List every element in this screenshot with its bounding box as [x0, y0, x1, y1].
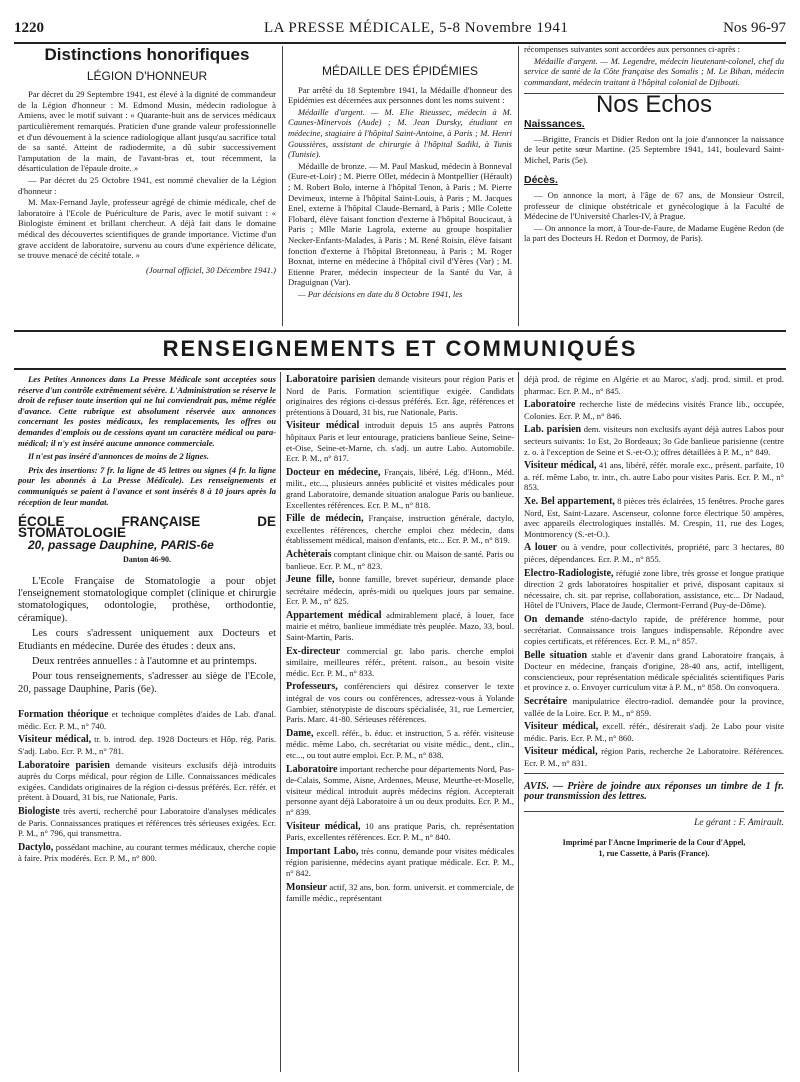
- ad-text: manipulatrice électro-radiol. demandée pour la province, vallée de la Loire. Ecr. P. M., n° 859.: [524, 696, 784, 718]
- echos-section: [524, 44, 784, 328]
- classified-ad: [524, 696, 784, 718]
- ad-text: recherche liste de médecins visités France lib., occupée, Colonies. Ecr. P. M., n° 846.: [524, 399, 784, 421]
- ad-text: très averti, recherché pour Laboratoire d'analyses médicales de Paris. Connaissances pratiques et références très sérieuses exigées. Ecr. P. M., n° 796, qui transmettra.: [18, 805, 276, 839]
- ad-text: 10 ans pratique Paris, ch. représentation Paris, excellentes références. Ecr. P. M., n° 840.: [286, 820, 514, 843]
- renseignements-title: RENSEIGNEMENTS ET COMMUNIQUÉS: [162, 336, 638, 361]
- ad-heading: Visiteur médical,: [524, 721, 599, 733]
- classified-ad: [286, 467, 514, 510]
- classified-ad: [524, 614, 784, 647]
- naissances-heading: Naissances.: [524, 117, 585, 130]
- ad-heading: Achèterais: [286, 548, 332, 560]
- ad-heading: Laboratoire: [524, 399, 576, 411]
- classified-ad: [286, 646, 514, 679]
- ecole-paragraph: L'Ecole Française de Stomatologie a pour objet l'enseignement stomatologique complet (clinique et chirurgie stomatologiques, odontologie, prothèse, orthodontie, céramique).: [18, 575, 276, 624]
- classified-ad: [524, 568, 784, 611]
- ad-text: et technique complètes d'aides de Lab. d'anal. médic. Ecr. P. M., n° 740.: [18, 709, 276, 731]
- ecole-phone: Danton 46-90.: [122, 554, 171, 564]
- classified-ad: [524, 460, 784, 493]
- classified-ad: [524, 746, 784, 768]
- ad-heading: Secrétaire: [524, 696, 568, 708]
- ad-heading: A louer: [524, 542, 558, 554]
- ad-text: excell. référ., b. éduc. et instruction, 5 a. référ. visiteuse médic. même Labo, ch. secrétariat ou visite médic., dent., clin., etc..., ou tout autre emploi. Ecr. P. M., n° 838.: [286, 727, 514, 760]
- ad-heading: Visiteur médical,: [524, 460, 597, 472]
- classified-ad: [524, 424, 784, 457]
- footer-rule: [524, 811, 784, 812]
- renseignements-col2: [286, 374, 514, 1074]
- ad-heading: Xe. Bel appartement,: [524, 495, 615, 507]
- ad-heading: Monsieur: [286, 881, 328, 893]
- epidemies-paragraph: Médaille de bronze. — M. Paul Maskud, médecin à Bonneval (Eure-et-Loir) ; M. Pierre Ollet, médecin à Montpellier (Hérault) ; M. Robert Bolo, interne à l'hôpital Tenon, à Paris ; M. Pierre Devimeux, interne à l'hôpital Saint-Louis, à Paris ; M. Jacques Enel, externe à l'hôpital Claude-Bernard, à Paris ; Mlle Colette Flobard, élève faisant fonction d'externe à l'hôpital Boucicaut, à Paris ; Mlle Marie Lagrola, externe au groupe hospitalier Necker-Enfants-Malades, à Paris ; M. René Roisin, élève faisant fonction d'externe à l'hôpital Bretonneau, à Paris ; M. Roger Boxnat, interne en médecine à l'hôpital civil d'Yères (Var) ; M. Etienne Prarer, médecin inspecteur de la Santé du Var, à Draguignan (Var).: [288, 160, 512, 288]
- distinctions-section: [18, 44, 276, 326]
- classified-ad: [524, 374, 784, 396]
- printer-line: Imprimé par l'Ancne Imprimerie de la Cour d'Appel,: [562, 838, 746, 848]
- ad-heading: Laboratoire parisien: [18, 759, 110, 771]
- deces-heading: Décès.: [524, 174, 558, 187]
- ad-heading: Visiteur médical,: [286, 820, 361, 832]
- ad-text: important recherche pour départements Nord, Pas-de-Calais, Somme, Aisne, Ardennes, Meuse, Meurthe-et-Moselle, visiteur médical introduit auprès médecins région. Accepterait personne ayant déjà Laboratoire à un ou deux produits. Ecr. P. M., n° 839.: [286, 763, 514, 817]
- classified-ad: [286, 574, 514, 607]
- ecole-paragraph: Pour tous renseignements, s'adresser au siège de l'Ecole, 20, passage Dauphine, Paris (6e).: [18, 671, 276, 695]
- deces-text: — On annonce la mort, à l'âge de 67 ans, de Monsieur Ostrcil, professeur de clinique obstétricale et gynécologique à la Faculté de Médecine de l'Université Charles-IV, à Prague.: [524, 189, 784, 222]
- ad-heading: Belle situation: [524, 649, 588, 661]
- ad-heading: Formation théorique: [18, 709, 109, 721]
- ecole-title: ÉCOLE FRANÇAISE DE STOMATOLOGIE: [18, 514, 276, 540]
- ad-text: Français, libéré, Lég. d'Honn., Méd. milit., etc..., plusieurs années publicité et visites médicales pour grand Laboratoire, demande situation analogue Paris ou banlieue. Excellentes références. Ecr. P. M., n° 818.: [286, 466, 514, 510]
- column-divider: [518, 46, 519, 326]
- ad-heading: Fille de médecin,: [286, 513, 364, 525]
- classified-ad: [286, 681, 514, 724]
- ad-text: sténo-dactylo rapide, de préférence homme, pour secrétariat. Connaissance trois langues indispensable. Répondre avec copies certificats, et références. Ecr. P. M., n° 857.: [524, 613, 784, 647]
- classified-ad: [524, 399, 784, 421]
- ad-heading: Biologiste: [18, 805, 60, 817]
- epidemies-paragraph: — Par décisions en date du 8 Octobre 1941, les: [298, 288, 463, 299]
- ad-text: conférenciers qui désirez conserver le texte intégral de vos cours ou conférences, adressez-vous à Yolande Gambier, sténotypiste de discours spécialisée, 31, rue Lemercier, Paris. Marc. 41-80. Sérieuses références.: [286, 681, 514, 725]
- intro-paragraph: Prix des insertions: 7 fr. la ligne de 45 lettres ou signes (4 fr. la ligne pour les abonnés à La Presse Médicale). Les renseignements et communiqués se paient à l'avance et sont insérés 8 à 10 jours après la réception de leur mandat.: [18, 464, 276, 507]
- classified-ad: [286, 549, 514, 571]
- ad-text: comptant clinique chir. ou Maison de santé. Paris ou banlieue. Ecr. P. M., n° 823.: [286, 548, 514, 571]
- ecole-body: [18, 576, 276, 697]
- classified-ad: [18, 734, 276, 756]
- ad-text: région Paris, recherche 2e Laboratoire. Références. Ecr. P. M., n° 831.: [524, 746, 784, 768]
- ad-text: bonne famille, brevet supérieur, demande place secrétaire médecin, après-midi ou quelques jours par semaine. Ecr. P. M., n° 825.: [286, 574, 514, 607]
- classified-ad: [18, 709, 276, 731]
- column-divider: [280, 372, 281, 1072]
- classified-ad: [18, 760, 276, 803]
- column-divider: [518, 372, 519, 1072]
- classified-ad: [286, 846, 514, 879]
- ad-heading: Electro-Radiologiste,: [524, 567, 614, 579]
- classified-ad: [286, 610, 514, 643]
- distinctions-source: (Journal officiel, 30 Décembre 1941.): [146, 264, 276, 275]
- intro-paragraph: Il n'est pas inséré d'annonces de moins de 2 lignes.: [28, 451, 209, 462]
- ad-text: Française, instruction générale, dactylo, excellentes références, cherche emploi chez médecin, dans établissement médical, maison d'enfants, etc... Ecr. P. M., n° 819.: [286, 513, 514, 546]
- ad-heading: Jeune fille,: [286, 574, 335, 586]
- echos-intro: Médaille d'argent. — M. Legendre, médecin lieutenant-colonel, chef du service de santé de la Côte française des Somalis ; M. Le Bihan, médecin commandant, médecin traitant à l'hôpital colonial de Djibouti.: [524, 55, 784, 87]
- intro-paragraph: Les Petites Annonces dans La Presse Médicale sont acceptées sous réserve d'un contrôle extrêmement sévère. L'Administration se réserve le droit de refuser toute insertion qui ne lui conviendrait pas, même réglée d'avance. Cette rubrique est absolument réservée aux annonces concernant les postes médicaux, les remplacements, les offres ou demandes d'emplois ou de cessions ayant un caractère médical ou para-médical; il n'y est inséré aucune annonce commerciale.: [18, 374, 276, 448]
- epidemies-paragraph: Médaille d'argent. — M. Elie Rieussec, médecin à M. Caunes-Minervois (Aude) ; M. Jean Dursky, étudiant en médecine, stagiaire à l'hôpital Saint-Antoine, à Paris ; M. Henri Goussières, assistant de chirurgie à l'hôpital Sadiki, à Tunis (Tunisie).: [288, 106, 512, 160]
- ad-text: tr. b. introd. dep. 1928 Docteurs et Hôp. rég. Paris. S'adj. Labo. Ecr. P. M., n° 781.: [18, 734, 276, 756]
- distinctions-paragraph: — Par décret du 25 Octobre 1941, est nommé chevalier de la Légion d'honneur :: [18, 174, 276, 196]
- classified-ad: [524, 542, 784, 564]
- column-divider: [282, 46, 283, 326]
- classified-ad: [286, 764, 514, 818]
- journal-title: LA PRESSE MÉDICALE, 5-8 Novembre 1941: [264, 20, 569, 36]
- ad-heading: Professeurs,: [286, 681, 338, 693]
- ad-heading: Important Labo,: [286, 845, 359, 857]
- ad-text: possédant machine, au courant termes médicaux, cherche copie à faire. Prix modérés. Ecr. P. M., n° 800.: [18, 841, 276, 864]
- gerant-signature: Le gérant : F. Amirault.: [694, 817, 784, 828]
- ad-text: commercial gr. labo paris. cherche emploi similaire, meilleures référ., prétent. raison., au besoin visite médic. Ecr. P. M., n° 833.: [286, 645, 514, 678]
- ecole-address: 20, passage Dauphine, PARIS-6e: [28, 538, 214, 553]
- echos-intro: récompenses suivantes sont accordées aux personnes ci-après :: [524, 44, 740, 54]
- deces-text: — On annonce la mort, à Tour-de-Faure, de Madame Eugène Redon (de la part des Docteurs H. Redon et Dormoy, de Paris).: [524, 222, 784, 244]
- ad-text: ou à vendre, pour collectivités, propriété, parc 3 hectares, 80 pièces, dépendances. Ecr. P. M., n° 855.: [524, 542, 784, 564]
- classified-ad: [524, 496, 784, 539]
- classified-ad: [286, 374, 514, 417]
- classified-ad: [286, 728, 514, 761]
- ad-text: introduit depuis 15 ans auprès Patrons hôpitaux Paris et leur entourage, praticiens banlieue Seine, Seine-et-Oise, Seine-et-Marne, ch. s'adj. un autre Labo. Automobile. Ecr. P. M., n° 817.: [286, 420, 514, 464]
- page-number: 1220: [14, 20, 44, 36]
- ad-heading: Appartement médical: [286, 609, 382, 621]
- footer-rule: [524, 773, 784, 774]
- ad-text: demande visiteurs pour région Paris et Nord de Paris. Formation scientifique exigée. Candidats originaires des régions ci-dessus préférés. Ecr. âge, références et prétentions à Douard, 31 bis, rue Nationale, Paris.: [286, 374, 514, 417]
- ad-text: réfugié zone libre, très grosse et longue pratique direction 2 grds laboratoires hospitalier et privé, disposant capitaux si nécessaire, ch. sit. par reprise, collaboration, assistance, etc... Dr Nadaud, Hôtel de l'Univers, Place de Jaude, Clermont-Ferrand (Puy-de-Dôme).: [524, 567, 784, 611]
- classified-ad: [524, 721, 784, 743]
- ad-text: dem. visiteurs non exclusifs ayant déjà autres Labos pour secteurs suivants: 1o Est, 2o Bordeaux; 3o Gde banlieue parisienne (centre z. o. à l'exception de Seine et S.-et-O.); offres détaillées à P. M., n° 849.: [524, 424, 784, 457]
- classified-ad: [18, 806, 276, 839]
- ecole-paragraph: Les cours s'adressent uniquement aux Docteurs et Etudiants en médecine. Durée des études : deux ans.: [18, 628, 276, 652]
- ad-text: demande visiteurs exclusifs déjà introduits auprès du Corps médical, pour région de Lille. Connaissances médicales exigées. Candidats originaires de la région ci-dessus préférés. Ecr. référ. et prétent. à Douard, 31 bis, rue Nationale, Paris.: [18, 759, 276, 803]
- naissances-text: —Brigitte, Francis et Didier Redon ont la joie d'annoncer la naissance de leur petite sœur Martine. (25 Septembre 1941, 141, boulevard Saint-Michel, Paris (5e).: [524, 133, 784, 165]
- ad-text: actif, 32 ans, bon. form. universit. et commerciale, de famille médic., représentant: [286, 881, 514, 904]
- epidemies-section: [288, 48, 512, 328]
- classified-ad: [286, 420, 514, 463]
- echos-rule: [524, 93, 784, 94]
- echos-title: Nos Echos: [595, 91, 713, 119]
- distinctions-paragraph: M. Max-Fernand Jayle, professeur agrégé de chimie médicale, chef de laboratoire à l'Ecole de Puériculture de Paris, avec le motif suivant : « Biologiste éminent et brillant chercheur. A déjà fait dans le domaine médical des découvertes scientifiques de grande importance. Victime d'un grave accident de laboratoire, survenu au cours d'une expérience délicate, se trouve menacé de cécité totale. »: [18, 197, 276, 261]
- legion-honneur-subtitle: LÉGION D'HONNEUR: [86, 68, 208, 83]
- section-rule: [14, 330, 786, 332]
- ecole-paragraph: Deux rentrées annuelles : à l'automne et au printemps.: [32, 655, 257, 667]
- ad-heading: Visiteur médical: [286, 420, 360, 432]
- epidemies-title: MÉDAILLE DES ÉPIDÉMIES: [321, 64, 479, 78]
- ad-text: 41 ans, libéré, référ. morale exc., présent. parfaite, 10 a. réf. même Labo, tr. intr., ch. autre Labo pour visites Paris. Ecr. P. M., n° 853.: [524, 460, 784, 493]
- ad-heading: On demande: [524, 613, 584, 625]
- distinctions-paragraph: Par décret du 29 Septembre 1941, est élevé à la dignité de commandeur de la Légion d'honneur : M. Edmond Musin, médecin radiologue à Amiens, avec le motif suivant : « Quarante-huit ans de services médicaux particulièrement remarqués. Praticien d'une grande valeur professionnelle et d'un dévouement à la science radiologique allant jusqu'au sacrifice total de sa santé. Atteint de radiodermite, a dû subir successivement l'amputation de la main, de l'avant-bras et, tout récemment, la désarticulation de l'épaule droite. »: [18, 89, 276, 174]
- issue-number: Nos 96-97: [723, 20, 786, 36]
- ad-text: admirablement placé, à louer, face mairie et métro, banlieue immédiate très peuplée. Mazo, 33, boul. Saint-Martin, Paris.: [286, 609, 514, 643]
- classified-ad: [286, 821, 514, 843]
- ad-heading: Laboratoire: [286, 763, 338, 775]
- ad-heading: Docteur en médecine,: [286, 466, 381, 478]
- ad-heading: Lab. parisien: [524, 424, 582, 436]
- renseignements-col3: [524, 374, 784, 1074]
- avis-notice: AVIS. — Prière de joindre aux réponses un timbre de 1 fr. pour transmission des lettres.: [524, 780, 784, 803]
- printer-line: 1, rue Cassette, à Paris (France).: [598, 848, 710, 858]
- distinctions-title: Distinctions honorifiques: [44, 45, 250, 64]
- classified-ad: [286, 513, 514, 546]
- ad-heading: Visiteur médical,: [524, 746, 598, 758]
- ad-heading: Dactylo,: [18, 841, 54, 853]
- ad-text: stable et d'avenir dans grand Laboratoire français, à Docteur en médecine, français d'origine, 28-40 ans, actif, intelligent, consciencieux, pour représentation médicale spécialités scientifiques Paris et province z. o. Envoyer curriculum vitæ à P. M., n° 858. On convoquera.: [524, 649, 784, 693]
- classified-ad: [18, 842, 276, 864]
- page-header: [14, 20, 786, 42]
- classified-ad: [524, 650, 784, 693]
- ad-text: 8 pièces très éclairées, 15 fenêtres. Proche gares Nord, Est, Saint-Lazare. Ascenseur, colonne force électrique 50 ampères, avec appareils électrologiques installés. M. Crespin, 11, rue des Loges, Montmorency (S.-et-O.).: [524, 495, 784, 539]
- ad-heading: Laboratoire parisien: [286, 374, 376, 385]
- ad-heading: Ex-directeur: [286, 645, 341, 657]
- epidemies-paragraph: Par arrêté du 18 Septembre 1941, la Médaille d'honneur des Epidémies est décernées aux personnes dont les noms suivent :: [288, 84, 512, 106]
- ad-heading: Visiteur médical,: [18, 734, 92, 746]
- ad-heading: Dame,: [286, 727, 314, 739]
- renseignements-col1: [18, 374, 276, 1074]
- ad-text: très connu, demande pour visites médicales région parisienne, médecins ayant pratique médicale. Ecr. P. M., n° 842.: [286, 845, 514, 878]
- ad-text: déjà prod. de régime en Algérie et au Maroc, s'adj. prod. simil. et prod. pharmac. Ecr. P. M., n° 845.: [524, 374, 784, 396]
- section-rule: [14, 368, 786, 370]
- ad-text: excell. référ., désirerait s'adj. 2e Labo pour visite médic. Paris. Ecr. P. M., n° 860.: [524, 721, 784, 743]
- classified-ad: [286, 882, 514, 904]
